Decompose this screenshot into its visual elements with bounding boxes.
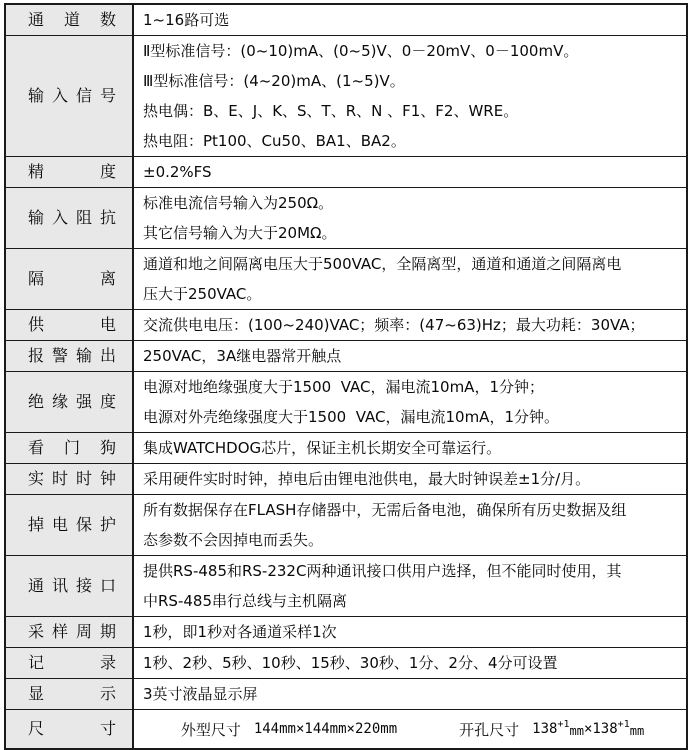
table-row-dimensions bbox=[6, 710, 686, 748]
spec-value-cell bbox=[134, 188, 686, 248]
spec-value-line: Ⅲ型标准信号：(4~20)mA、(1~5)V。 bbox=[143, 72, 405, 90]
spec-value-cell bbox=[134, 710, 686, 748]
spec-label: 输入信号 bbox=[28, 86, 116, 105]
spec-label-cell bbox=[6, 249, 134, 309]
table-row bbox=[6, 341, 686, 372]
spec-label-cell bbox=[6, 464, 134, 494]
spec-value-cell bbox=[134, 341, 686, 371]
table-row bbox=[6, 188, 686, 249]
spec-label-cell bbox=[6, 617, 134, 647]
spec-label-cell bbox=[6, 433, 134, 463]
spec-value-line: 压大于250VAC。 bbox=[143, 285, 262, 303]
spec-value-cell bbox=[134, 495, 686, 555]
table-row bbox=[6, 5, 686, 36]
spec-value-cell bbox=[134, 5, 686, 35]
spec-label: 通讯接口 bbox=[28, 576, 116, 595]
spec-label: 实时时钟 bbox=[28, 469, 116, 488]
spec-value-cell bbox=[134, 464, 686, 494]
spec-value-cell bbox=[134, 556, 686, 616]
outer-dimension-value: 144mm×144mm×220mm bbox=[253, 721, 398, 737]
spec-label-cell bbox=[6, 341, 134, 371]
spec-value-line: 电源对地绝缘强度大于1500 VAC，漏电流10mA，1分钟； bbox=[143, 378, 544, 396]
spec-value-line: 标准电流信号输入为250Ω。 bbox=[143, 194, 334, 212]
spec-label: 显示 bbox=[28, 684, 116, 703]
spec-value-cell bbox=[134, 249, 686, 309]
spec-label-cell bbox=[6, 5, 134, 35]
spec-value-cell bbox=[134, 679, 686, 709]
table-row bbox=[6, 556, 686, 617]
spec-value-line: 3英寸液晶显示屏 bbox=[143, 685, 258, 703]
spec-value-cell bbox=[134, 648, 686, 678]
spec-label: 隔离 bbox=[28, 269, 116, 288]
spec-value-line: 其它信号输入为大于20MΩ。 bbox=[143, 224, 337, 242]
spec-value-line: 交流供电电压：(100~240)VAC；频率：(47~63)Hz；最大功耗：30VA； bbox=[143, 316, 645, 334]
spec-label: 输入阻抗 bbox=[28, 208, 116, 227]
spec-value-line: 热电偶：B、E、J、K、S、T、R、N 、F1、F2、WRE。 bbox=[143, 102, 519, 120]
spec-value-line: 采用硬件实时时钟，掉电后由锂电池供电，最大时钟误差±1分/月。 bbox=[143, 470, 591, 488]
tolerance-superscript: +1 bbox=[557, 718, 570, 730]
table-row bbox=[6, 648, 686, 679]
table-row bbox=[6, 433, 686, 464]
table-row bbox=[6, 372, 686, 433]
spec-label-cell bbox=[6, 679, 134, 709]
spec-label-cell bbox=[6, 372, 134, 432]
spec-label: 通道数 bbox=[28, 10, 116, 29]
spec-value-line: 1秒、2秒、5秒、10秒、15秒、30秒、1分、2分、4分可设置 bbox=[143, 654, 558, 672]
spec-label-cell bbox=[6, 495, 134, 555]
spec-value-line: 中RS-485串行总线与主机隔离 bbox=[143, 592, 347, 610]
spec-value-cell bbox=[134, 433, 686, 463]
spec-value-line: ±0.2%FS bbox=[143, 163, 212, 181]
spec-label-cell bbox=[6, 157, 134, 187]
spec-value-line: 提供RS-485和RS-232C两种通讯接口供用户选择，但不能同时使用，其 bbox=[143, 562, 622, 580]
spec-value-line: 集成WATCHDOG芯片，保证主机长期安全可靠运行。 bbox=[143, 439, 502, 457]
spec-value-line: 250VAC，3A继电器常开触点 bbox=[143, 347, 342, 365]
spec-value-line: 1~16路可选 bbox=[143, 11, 230, 29]
spec-value-line: 通道和地之间隔离电压大于500VAC，全隔离型，通道和通道之间隔离电 bbox=[143, 255, 622, 273]
table-row bbox=[6, 679, 686, 710]
spec-label: 供电 bbox=[28, 315, 116, 334]
spec-label-cell bbox=[6, 556, 134, 616]
outer-dimension-label: 外型尺寸 bbox=[180, 720, 241, 739]
hole-dimension-label: 开孔尺寸 bbox=[459, 720, 520, 739]
spec-label: 尺寸 bbox=[28, 719, 116, 738]
spec-label: 掉电保护 bbox=[28, 515, 116, 534]
table-row bbox=[6, 495, 686, 556]
spec-value-cell bbox=[134, 310, 686, 340]
table-row bbox=[6, 157, 686, 188]
spec-value-line: 电源对外壳绝缘强度大于1500 VAC，漏电流10mA，1分钟。 bbox=[143, 408, 559, 426]
table-row bbox=[6, 36, 686, 157]
table-row bbox=[6, 464, 686, 495]
spec-value-line: Ⅱ型标准信号：(0~10)mA、(0~5)V、0－20mV、0－100mV。 bbox=[143, 42, 579, 60]
spec-label-cell bbox=[6, 310, 134, 340]
spec-label-cell bbox=[6, 710, 134, 748]
table-row bbox=[6, 617, 686, 648]
spec-label: 看门狗 bbox=[28, 438, 116, 457]
spec-label-cell bbox=[6, 648, 134, 678]
spec-value-line: 所有数据保存在FLASH存储器中，无需后备电池，确保所有历史数据及组 bbox=[143, 501, 627, 519]
spec-rows bbox=[6, 5, 686, 710]
table-row bbox=[6, 249, 686, 310]
spec-value-cell bbox=[134, 372, 686, 432]
spec-value-line: 态参数不会因掉电而丢失。 bbox=[143, 531, 324, 549]
spec-label-cell bbox=[6, 36, 134, 156]
spec-label: 精度 bbox=[28, 162, 116, 181]
spec-value-cell bbox=[134, 36, 686, 156]
hole-dimension-value: $138^{+1}mm\times 138^{+1}mm$ bbox=[532, 718, 645, 738]
spec-label: 记录 bbox=[28, 653, 116, 672]
table-row bbox=[6, 310, 686, 341]
spec-label: 绝缘强度 bbox=[28, 392, 116, 411]
spec-label: 采样周期 bbox=[28, 622, 116, 641]
spec-label-cell bbox=[6, 188, 134, 248]
spec-label: 报警输出 bbox=[28, 346, 116, 365]
tolerance-superscript: +1 bbox=[617, 718, 630, 730]
spec-table bbox=[4, 3, 688, 750]
spec-value-line: 热电阻：Pt100、Cu50、BA1、BA2。 bbox=[143, 132, 406, 150]
spec-value-cell bbox=[134, 157, 686, 187]
spec-value-cell bbox=[134, 617, 686, 647]
spec-value-line: 1秒，即1秒对各通道采样1次 bbox=[143, 623, 337, 641]
